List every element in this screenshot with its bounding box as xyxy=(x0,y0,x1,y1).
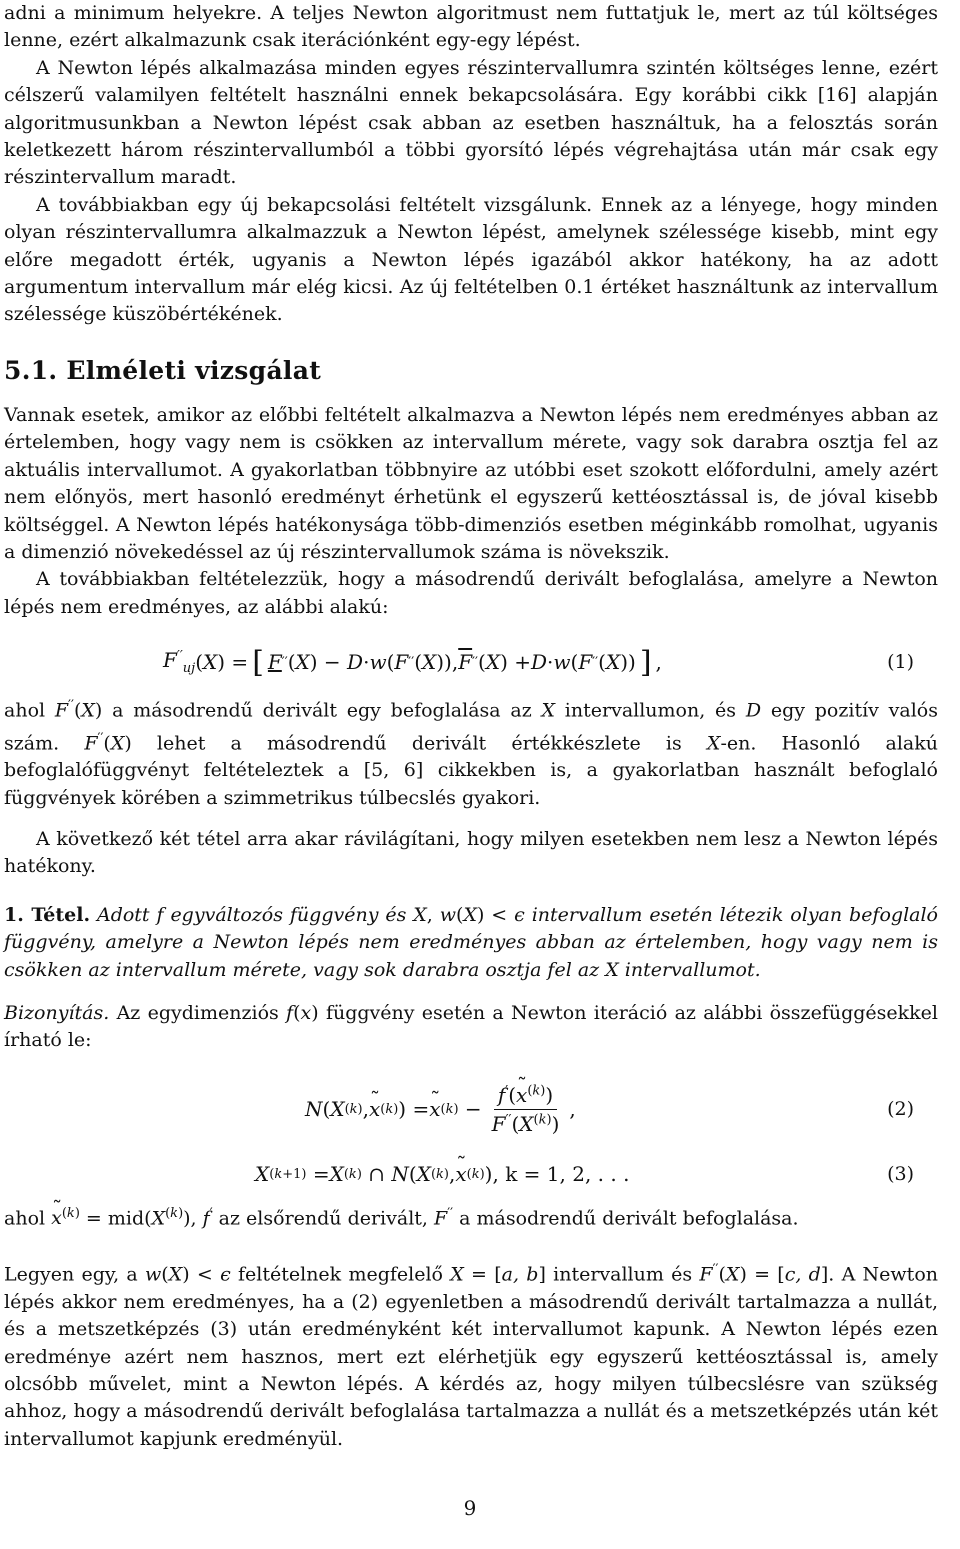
theorem-label: 1. Tétel. xyxy=(4,904,91,926)
paragraph-theory xyxy=(4,402,938,621)
paragraph-next-theorems xyxy=(4,826,938,881)
section-heading: 5.1. Elméleti vizsgálat xyxy=(4,356,322,385)
equation-1-body: $F''_{uj}$ xyxy=(163,648,196,676)
page-number: 9 xyxy=(463,1496,477,1520)
paragraph-newton-condition: A Newton lépés alkalmazása minden egyes részintervallumra szintén költséges lenne, ezért célszerű valamilyen feltételt használni ennek bekapcsolására. Egy korábbi cikk [16] alapján algoritmusunkban a Newton lépést csak abban az esetben használtuk, ha a felosztás során keletkezett három részintervallumból a többi gyorsító lépés végrehajtása után már csak egy részintervallum maradt. xyxy=(4,56,938,189)
equation-number: (3) xyxy=(887,1163,914,1185)
paragraph-text: adni a minimum helyekre. A teljes Newton algoritmust nem futtatjuk le, mert az túl költséges lenne, ezért alkalmazunk csak iterációnként egy-egy lépést. xyxy=(4,2,938,52)
equation-2: N ( X (k) , ˜ x (k) ) = ˜ x (k) − $\frac{f'(˜ x^{(k)})}{F''(X^{(k)})}$ , (2) xyxy=(305,1080,938,1138)
paragraph-new-condition: A továbbiakban egy új bekapcsolási feltételt vizsgálunk. Ennek az a lényege, hogy minden olyan részintervallumra alkalmazzuk a Newton lépést, amelynek szélessége kisebb, mint egy előre megadott érték, ugyanis a Newton lépés igazából akkor hatékony, ha az adott argumentum intervallum már elég kicsi. Az új feltételben 0.1 értéket használtunk az intervallum szélessége küszöbértékének. xyxy=(4,193,938,326)
paragraph-definition: ahol F′′(X) a másodrendű derivált egy befoglalása az X intervallumon, és D egy pozitív valós szám. F′′(X) lehet a másodrendű derivált értékkészlete is X-en. Hasonló alakú befoglalófüggvényt feltételeztek a [5, 6] cikkekben is, a gyakorlatban használt befoglaló függvények körében a szimmetrikus túlbecslés gyakori. xyxy=(4,698,939,809)
proof-label: Bizonyítás. xyxy=(4,1002,110,1024)
theorem-1: 1. Tétel. Adott f egyváltozós függvény és X, w(X) < ϵ intervallum esetén létezik olyan befoglaló függvény, amelyre a Newton lépés nem eredményes abban az értelemben, hogy vagy nem is csökken az intervallum mérete, vagy sok darabra osztja fel az X intervallumot. xyxy=(4,904,938,981)
equation-1: $F''_{uj}$ ( X ) = [ F ′′ ( X ) − D · w ( F ′′ ( X )), $\overline{F}$ ′′ ( X ) + D · w ( F ′′ ( X )) ] , (1) xyxy=(163,644,914,680)
paragraph-analysis: Legyen egy, a w(X) < ϵ feltételnek megfelelő X = [a, b] intervallum és F′′(X) = [c, d]. A Newton lépés akkor nem eredményes, ha a (2) egyenletben a másodrendű derivált tartalmazza a nullát, és a metszetképzés (3) után eredményként két intervallumot kapunk. A Newton lépés ezen eredménye azért nem hasznos, mert ezt elérhetjük egy egyszerű kettéosztással is, amely olcsóbb művelet, mint a Newton lépés. A kérdés az, hogy milyen túlbecslésre van szükség ahhoz, hogy a másodrendű derivált befoglalása tartalmazza a nullát és a metszetképzés után két intervallumot kapjunk eredményül. xyxy=(4,1262,938,1450)
paragraph-assumption: A továbbiakban feltételezzük, hogy a másodrendű derivált befoglalása, amelyre a Newton lépés nem eredményes, az alábbi alakú: xyxy=(4,568,938,618)
equation-number: (2) xyxy=(887,1098,914,1120)
proof-intro: Bizonyítás. Az egydimenziós f(x) függvény esetén a Newton iteráció az alábbi összefüggésekkel írható le: xyxy=(4,1002,938,1052)
paragraph-intro-continuation xyxy=(4,0,938,329)
paragraph-text: A következő két tétel arra akar rávilágítani, hogy milyen esetekben nem lesz a Newton lépés hatékony. xyxy=(4,828,938,878)
proof-definitions: ahol ˜ $x^{(k)} = mid(X^{(k)})$, f′ az elsőrendű derivált, F′′ a másodrendű derivált befoglalása. xyxy=(4,1200,938,1233)
equation-number: (1) xyxy=(887,651,914,673)
equation-3: X (k+1) = X (k) ∩ N ( X (k) , ˜ x (k) ) , k = 1, 2, . . . (3) xyxy=(255,1158,938,1190)
paragraph-text: Vannak esetek, amikor az előbbi feltételt alkalmazva a Newton lépés nem eredményes abban az értelemben, hogy vagy nem is csökken az intervallum mérete, vagy sok darabra osztja fel az aktuális intervallumot. A gyakorlatban többnyire az utóbbi eset szokott előfordulni, amely azért nem előnyös, mert hasonló eredményt érhetünk el egyszerű kettéosztással is, de jóval kisebb költséggel. A Newton lépés hatékonysága több-dimenziós esetben méginkább romolhat, ugyanis a dimenzió növekedéssel az új részintervallumok száma is növekszik. xyxy=(4,404,938,564)
